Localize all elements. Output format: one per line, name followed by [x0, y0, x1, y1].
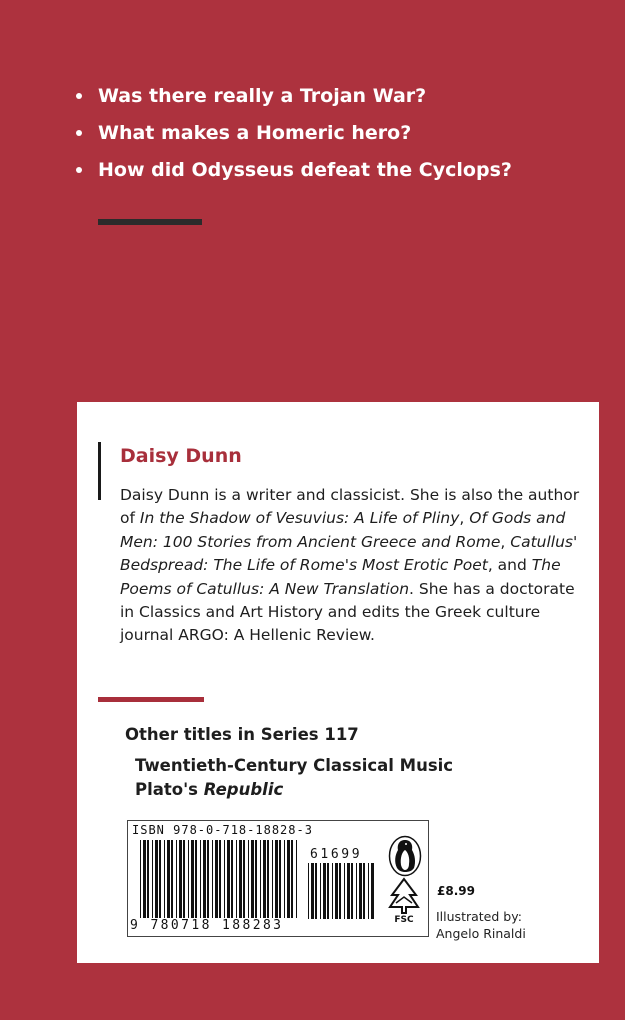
illustrator-label: Illustrated by: [436, 909, 522, 924]
question-list [76, 84, 596, 195]
bio-title: The Poems of Catullus: A New Translation [120, 556, 561, 598]
barcode-bar [356, 863, 357, 919]
bio-title: Of Gods and Men: 100 Stories from Ancient Greece and Rome [120, 509, 566, 551]
barcode-bar [191, 840, 194, 918]
barcode-bar [143, 840, 146, 918]
barcode-bar [176, 840, 177, 918]
isbn-label: ISBN 978-0-718-18828-3 [132, 823, 313, 837]
barcode-bar [296, 840, 297, 918]
barcode-bar [323, 863, 326, 919]
bio-text: Daisy Dunn is a writer and classicist. She is also the author of [120, 486, 580, 528]
barcode-bar [311, 863, 314, 919]
barcode-bar [195, 840, 197, 918]
barcode-bar [140, 840, 141, 918]
bio-text: , [500, 532, 511, 551]
bio-text: , and [487, 556, 532, 575]
series-title-prefix: Plato's [135, 780, 204, 799]
bio-title: Catullus' Bedspread: The Life of Rome's Most Erotic Poet [120, 532, 578, 575]
barcode-bar [171, 840, 173, 918]
author-name: Daisy Dunn [120, 445, 242, 467]
barcode-bar [284, 840, 285, 918]
barcode-bar [351, 863, 353, 919]
barcode-bar [263, 840, 266, 918]
barcode-bar [255, 840, 257, 918]
barcode-bar [320, 863, 321, 919]
barcode-bar [179, 840, 182, 918]
barcode-bar [207, 840, 209, 918]
barcode-bar [287, 840, 290, 918]
barcode-bar [203, 840, 206, 918]
series-list [135, 754, 453, 802]
barcode-bar [363, 863, 365, 919]
series-heading: Other titles in Series 117 [125, 725, 359, 744]
bio-text: . She has a doctorate in Classics and Art History and edits the Greek culture journal ARGO: A Hellenic Review. [120, 579, 575, 645]
barcode-bar [231, 840, 233, 918]
fsc-logo-text: FSC [394, 915, 414, 923]
barcode-bar [368, 863, 369, 919]
barcode-bar [227, 840, 230, 918]
barcode-bar [147, 840, 149, 918]
barcode-bar [188, 840, 189, 918]
author-bio [120, 484, 582, 648]
series-title: Twentieth-Century Classical Music [135, 756, 454, 775]
barcode-bar [251, 840, 254, 918]
barcode-bar [183, 840, 185, 918]
penguin-logo-icon [388, 835, 422, 877]
barcode-bar [200, 840, 201, 918]
barcode-addon-digits: 61699 [310, 847, 363, 862]
barcode-bar [275, 840, 278, 918]
barcode-bar [344, 863, 345, 919]
price: £8.99 [437, 884, 475, 898]
author-accent-bar [98, 442, 101, 500]
barcode-bar [239, 840, 242, 918]
barcode-bar [332, 863, 333, 919]
barcode-bar [308, 863, 309, 919]
barcode-addon-bars [308, 863, 376, 919]
barcode-bar [155, 840, 158, 918]
barcode-bar [243, 840, 245, 918]
barcode-bar [272, 840, 273, 918]
barcode-bar [371, 863, 374, 919]
illustrator-credit [436, 908, 526, 942]
barcode-bar [215, 840, 218, 918]
barcode-bar [339, 863, 341, 919]
barcode-bar [167, 840, 170, 918]
barcode-bar [315, 863, 317, 919]
info-panel [77, 402, 599, 963]
question-item: What makes a Homeric hero? [76, 121, 596, 145]
series-title-italic: Republic [203, 780, 284, 799]
barcode-bars [140, 840, 300, 918]
illustrator-name: Angelo Rinaldi [436, 926, 526, 941]
fsc-logo-icon [386, 877, 422, 923]
barcode-bar [236, 840, 237, 918]
barcode-bar [335, 863, 338, 919]
barcode-bar [224, 840, 225, 918]
barcode-bar [260, 840, 261, 918]
question-item: Was there really a Trojan War? [76, 84, 596, 108]
barcode-digits: 9 780718 188283 [130, 918, 284, 933]
barcode-box [127, 820, 429, 937]
barcode-bar [279, 840, 281, 918]
barcode-bar [359, 863, 362, 919]
barcode-bar [212, 840, 213, 918]
question-item: How did Odysseus defeat the Cyclops? [76, 158, 596, 182]
barcode-bar [219, 840, 221, 918]
barcode-bar [159, 840, 161, 918]
bio-text: , [459, 509, 470, 528]
barcode-bar [327, 863, 329, 919]
barcode-bar [267, 840, 269, 918]
barcode-bar [291, 840, 293, 918]
series-title [135, 778, 453, 802]
barcode-bar [248, 840, 249, 918]
series-divider [98, 697, 204, 702]
barcode-bar [347, 863, 350, 919]
barcode-bar [164, 840, 165, 918]
top-divider [98, 219, 202, 225]
bio-title: In the Shadow of Vesuvius: A Life of Pliny [139, 509, 460, 528]
barcode-bar [152, 840, 153, 918]
